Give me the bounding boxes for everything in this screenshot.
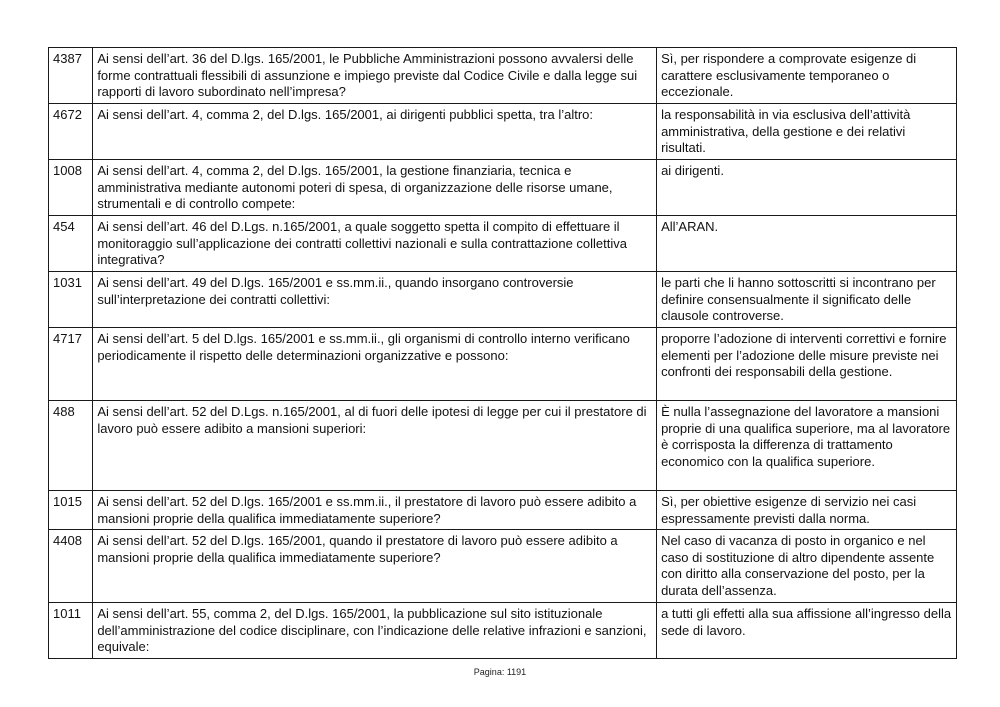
answer-cell: proporre l’adozione di interventi correttivi e fornire elementi per l’adozione delle misure previste nei confronti dei responsabili della gestione. — [657, 328, 957, 401]
question-id-cell: 488 — [49, 401, 93, 491]
table-row — [49, 48, 957, 104]
question-id-cell: 1008 — [49, 160, 93, 216]
question-cell: Ai sensi dell’art. 52 del D.lgs. 165/2001 e ss.mm.ii., il prestatore di lavoro può essere adibito a mansioni proprie della qualifica immediatamente superiore? — [93, 491, 657, 530]
page-number: Pagina: 1191 — [473, 667, 527, 677]
question-cell: Ai sensi dell’art. 52 del D.Lgs. n.165/2001, al di fuori delle ipotesi di legge per cui il prestatore di lavoro può essere adibito a mansioni superiori: — [93, 401, 657, 491]
table-row — [49, 216, 957, 272]
question-id-cell: 4387 — [49, 48, 93, 104]
question-id-cell: 4672 — [49, 104, 93, 160]
question-id-cell: 4408 — [49, 530, 93, 603]
question-cell: Ai sensi dell’art. 36 del D.lgs. 165/2001, le Pubbliche Amministrazioni possono avvalersi delle forme contrattuali flessibili di assunzione e impiego previste dal Codice Civile e dalla legge sui rapporti di lavoro subordinato nell’impresa? — [93, 48, 657, 104]
table-row — [49, 328, 957, 401]
qa-table — [48, 47, 957, 659]
question-id-cell: 1011 — [49, 603, 93, 659]
answer-cell: Nel caso di vacanza di posto in organico e nel caso di sostituzione di altro dipendente assente con diritto alla conservazione del posto, per la durata dell’assenza. — [657, 530, 957, 603]
table-row — [49, 491, 957, 530]
question-cell: Ai sensi dell’art. 46 del D.Lgs. n.165/2001, a quale soggetto spetta il compito di effettuare il monitoraggio sull’applicazione dei contratti collettivi nazionali e sulla contrattazione collettiva integrativa? — [93, 216, 657, 272]
table-row — [49, 272, 957, 328]
answer-cell: a tutti gli effetti alla sua affissione all’ingresso della sede di lavoro. — [657, 603, 957, 659]
question-cell: Ai sensi dell’art. 4, comma 2, del D.lgs. 165/2001, ai dirigenti pubblici spetta, tra l’altro: — [93, 104, 657, 160]
answer-cell: ai dirigenti. — [657, 160, 957, 216]
question-cell: Ai sensi dell’art. 5 del D.lgs. 165/2001 e ss.mm.ii., gli organismi di controllo interno verificano periodicamente il rispetto delle determinazioni organizzative e possono: — [93, 328, 657, 401]
answer-cell: All’ARAN. — [657, 216, 957, 272]
question-id-cell: 454 — [49, 216, 93, 272]
table-row — [49, 104, 957, 160]
question-cell: Ai sensi dell’art. 4, comma 2, del D.lgs. 165/2001, la gestione finanziaria, tecnica e amministrativa mediante autonomi poteri di spesa, di organizzazione delle risorse umane, strumentali e di controllo compete: — [93, 160, 657, 216]
table-row — [49, 401, 957, 491]
answer-cell: Sì, per rispondere a comprovate esigenze di carattere esclusivamente temporaneo o eccezionale. — [657, 48, 957, 104]
answer-cell: le parti che li hanno sottoscritti si incontrano per definire consensualmente il significato delle clausole controverse. — [657, 272, 957, 328]
answer-cell: È nulla l’assegnazione del lavoratore a mansioni proprie di una qualifica superiore, ma al lavoratore è corrisposta la differenza di trattamento economico con la qualifica superiore. — [657, 401, 957, 491]
question-id-cell: 4717 — [49, 328, 93, 401]
table-row — [49, 603, 957, 659]
question-id-cell: 1015 — [49, 491, 93, 530]
answer-cell: la responsabilità in via esclusiva dell’attività amministrativa, della gestione e dei relativi risultati. — [657, 104, 957, 160]
question-id-cell: 1031 — [49, 272, 93, 328]
question-cell: Ai sensi dell’art. 49 del D.lgs. 165/2001 e ss.mm.ii., quando insorgano controversie sull’interpretazione dei contratti collettivi: — [93, 272, 657, 328]
answer-cell: Sì, per obiettive esigenze di servizio nei casi espressamente previsti dalla norma. — [657, 491, 957, 530]
question-cell: Ai sensi dell’art. 55, comma 2, del D.lgs. 165/2001, la pubblicazione sul sito istituzionale dell’amministrazione del codice disciplinare, con l’indicazione delle relative infrazioni e sanzioni, equivale: — [93, 603, 657, 659]
table-row — [49, 530, 957, 603]
table-row — [49, 160, 957, 216]
question-cell: Ai sensi dell’art. 52 del D.lgs. 165/2001, quando il prestatore di lavoro può essere adibito a mansioni proprie della qualifica immediatamente superiore? — [93, 530, 657, 603]
